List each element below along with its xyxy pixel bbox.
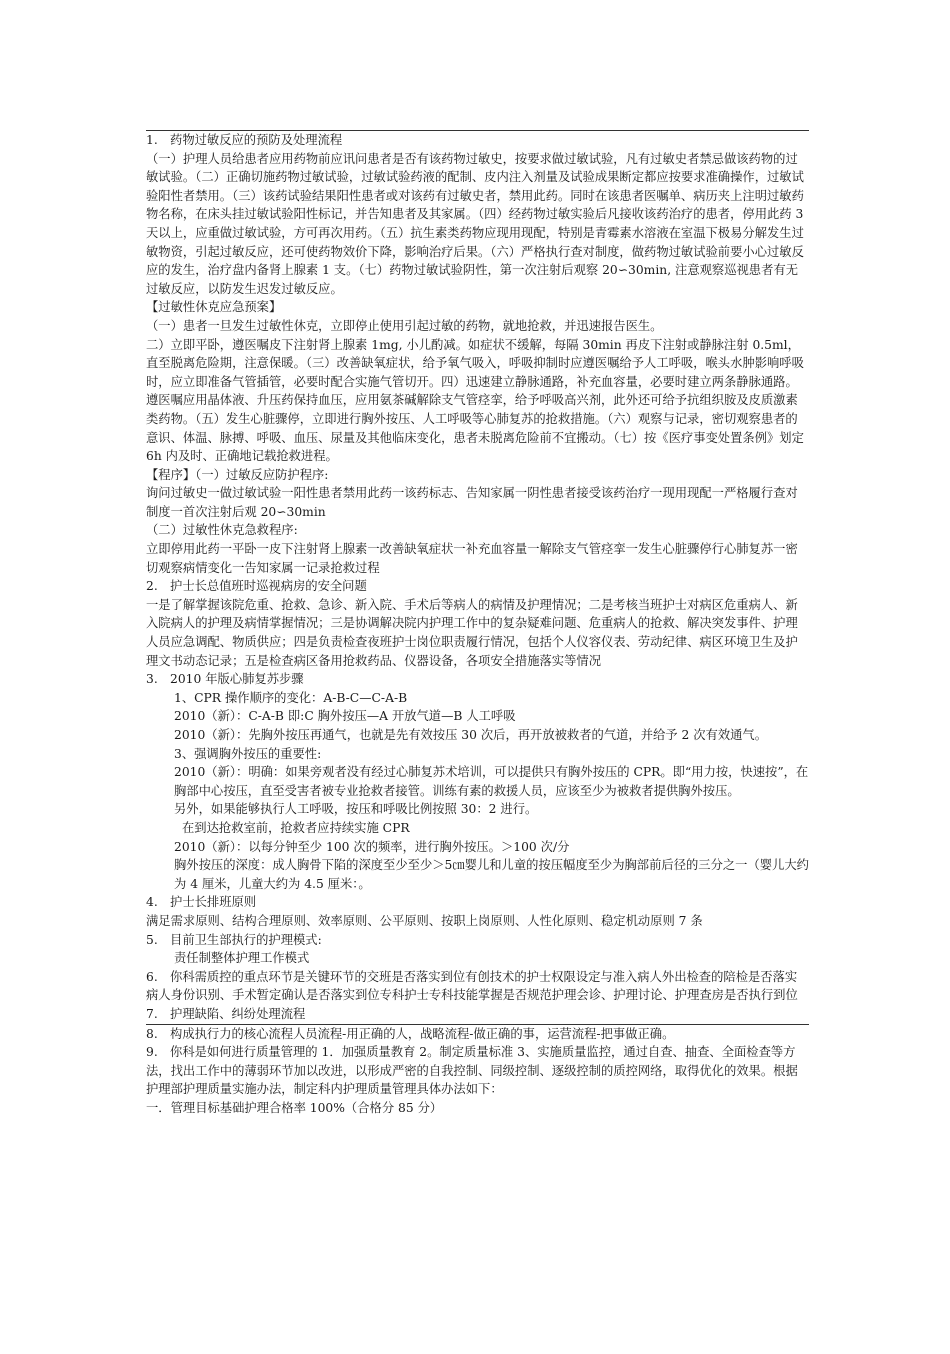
section-title: 【程序】（一）过敏反应防护程序: bbox=[146, 467, 329, 482]
cpr-item: 胸外按压的深度：成人胸骨下陷的深度至少至少＞5㎝婴儿和儿童的按压幅度至少为胸部前后径的三分之一（婴儿大约为 4 厘米，儿童大约为 4.5 厘米：。 bbox=[174, 858, 809, 891]
cpr-item: 2010（新）：以每分钟至少 100 次的频率，进行胸外按压。＞100 次/分 bbox=[174, 839, 570, 854]
heading-2: 2. 护士长总值班时巡视病房的安全问题 bbox=[146, 579, 367, 594]
cpr-item: 3、强调胸外按压的重要性: bbox=[174, 746, 322, 761]
heading-7: 7. 护理缺陷、纠纷处理流程 bbox=[146, 1005, 809, 1025]
cpr-item: 2010（新）：C-A-B 即:C 胸外按压—A 开放气道—B 人工呼吸 bbox=[174, 709, 516, 724]
paragraph: 立即停用此药一平卧一皮下注射肾上腺素一改善缺氧症状一补充血容量一解除支气管痉挛一发生心脏骤停行心肺复苏一密切观察病情变化一告知家属一记录抢救过程 bbox=[146, 542, 798, 575]
section-title: 【过敏性休克应急预案】 bbox=[146, 300, 282, 315]
paragraph: （一）患者一旦发生过敏性休克，立即停止使用引起过敏的药物，就地抢救，并迅速报告医生。 bbox=[146, 318, 663, 333]
heading-8: 8. 构成执行力的核心流程人员流程-用正确的人，战略流程-做正确的事，运营流程-把事做正确。 bbox=[146, 1026, 675, 1041]
cpr-item: 在到达抢救室前，抢救者应持续实施 CPR bbox=[182, 820, 410, 835]
heading-6: 6. 你科需质控的重点环节是关键环节的交班是否落实到位有创技术的护士权限设定与准入病人外出检查的陪检是否落实病人身份识别、手术暂定确认是否落实到位专科护士专科技能掌握是否规范护理会诊、护理讨论、护理查房是否执行到位 bbox=[146, 969, 798, 1003]
paragraph: 责任制整体护理工作模式 bbox=[174, 951, 310, 966]
paragraph: 询问过敏史一做过敏试验一阳性患者禁用此药一该药标志、告知家属一阴性患者接受该药治疗一现用现配一严格履行查对制度一首次注射后观 20∽30min bbox=[146, 486, 798, 519]
heading-4: 4. 护士长排班原则 bbox=[146, 895, 257, 910]
paragraph: 一．管理目标基础护理合格率 100%（合格分 85 分） bbox=[146, 1100, 443, 1115]
cpr-item: 1、CPR 操作顺序的变化：A-B-C—C-A-B bbox=[174, 690, 408, 705]
cpr-item: 2010（新）：先胸外按压再通气，也就是先有效按压 30 次后，再开放被救者的气道，并给予 2 次有效通气。 bbox=[174, 728, 768, 742]
heading-5: 5. 目前卫生部执行的护理模式: bbox=[146, 932, 322, 947]
paragraph: 二）立即平卧，遵医嘱皮下注射肾上腺素 1mg, 小儿酌减。如症状不缓解，每隔 30min 再皮下注射或静脉注射 0.5ml，直至脱离危险期，注意保暖。（三）改善缺氧症状，给予氧气吸入，呼吸抑制时应遵医嘱给予人工呼吸，喉头水肿影响呼吸时，应立即准备气管插管，必要时配合实施气管切开。四）迅速建立静脉通路，补充血容量，必要时建立两条静脉通路。遵医嘱应用晶体液、升压药保持血压，应用氨茶碱解除支气管痉挛，给予呼吸高兴剂，此外还可给予抗组织胺及皮质激素类药物。（五）发生心脏骤停，立即进行胸外按压、人工呼吸等心肺复苏的抢救措施。（六）观察与记录，密切观察患者的意识、体温、脉搏、呼吸、血压、尿量及其他临床变化，患者未脱离危险前不宜搬动。（七）按《医疗事变处置条例》划定 6h 内及时、正确地记载抢救进程。 bbox=[146, 337, 804, 464]
document-page bbox=[146, 130, 809, 1117]
paragraph: （一）护理人员给患者应用药物前应讯问患者是否有该药物过敏史，按要求做过敏试验，凡有过敏史者禁忌做该药物的过敏试验。（二）正确切施药物过敏试验，过敏试验药液的配制、皮内注入剂量及试验成果断定都应按要求准确操作，过敏试验阳性者禁用。（三）该药试验结果阳性患者或对该药有过敏史者，禁用此药。同时在该患者医嘱单、病历夹上注明过敏药物名称，在床头挂过敏试验阳性标记，并告知患者及其家属。（四）经药物过敏实验后凡接收该药治疗的患者，停用此药 3 天以上，应重做过敏试验，方可再次用药。（五）抗生素类药物应现用现配，特别是青霉素水溶液在室温下极易分解发生过敏物资，引起过敏反应，还可使药物效价下降，影响治疗后果。（六）严格执行查对制度，做药物过敏试验前要小心过敏反应的发生，治疗盘内备肾上腺素 1 支。（七）药物过敏试验阴性，第一次注射后观察 20∽30min, 注意观察巡视患者有无过敏反应，以防发生迟发过敏反应。 bbox=[146, 151, 804, 296]
heading-1: 1. 药物过敏反应的预防及处理流程 bbox=[146, 133, 343, 147]
paragraph: （二）过敏性休克急救程序: bbox=[146, 523, 298, 538]
cpr-item: 另外，如果能够执行人工呼吸，按压和呼吸比例按照 30：2 进行。 bbox=[174, 802, 538, 817]
paragraph: 一是了解掌握该院危重、抢救、急诊、新入院、手术后等病人的病情及护理情况；二是考核当班护士对病区危重病人、新入院病人的护理及病情掌握情况；三是协调解决院内护理工作中的复杂疑难问题、危重病人的抢救、解决突发事件、护理人员应急调配、物质供应；四是负责检查夜班护士岗位职责履行情况，包括个人仪容仪表、劳动纪律、病区环境卫生及护理文书动态记录；五是检查病区备用抢救药品、仪器设备，各项安全措施落实等情况 bbox=[146, 597, 798, 668]
heading-3: 3. 2010 年版心肺复苏步骤 bbox=[146, 672, 304, 687]
heading-9: 9. 你科是如何进行质量管理的 1．加强质量教育 2。制定质量标准 3、实施质量监控，通过自查、抽查、全面检查等方法，找出工作中的薄弱环节加以改进，以形成严密的自我控制、同级控制、逐级控制的质控网络，取得优化的效果。根据护理部护理质量实施办法，制定科内护理质量管理具体办法如下： bbox=[146, 1045, 798, 1097]
paragraph: 满足需求原则、结构合理原则、效率原则、公平原则、按职上岗原则、人性化原则、稳定机动原则 7 条 bbox=[146, 913, 703, 928]
cpr-item: 2010（新）：明确：如果旁观者没有经过心肺复苏术培训，可以提供只有胸外按压的 CPR。即“用力按，快速按”，在胸部中心按压，直至受害者被专业抢救者接管。训练有素的救援人员，应该至少为被救者提供胸外按压。 bbox=[174, 765, 809, 798]
